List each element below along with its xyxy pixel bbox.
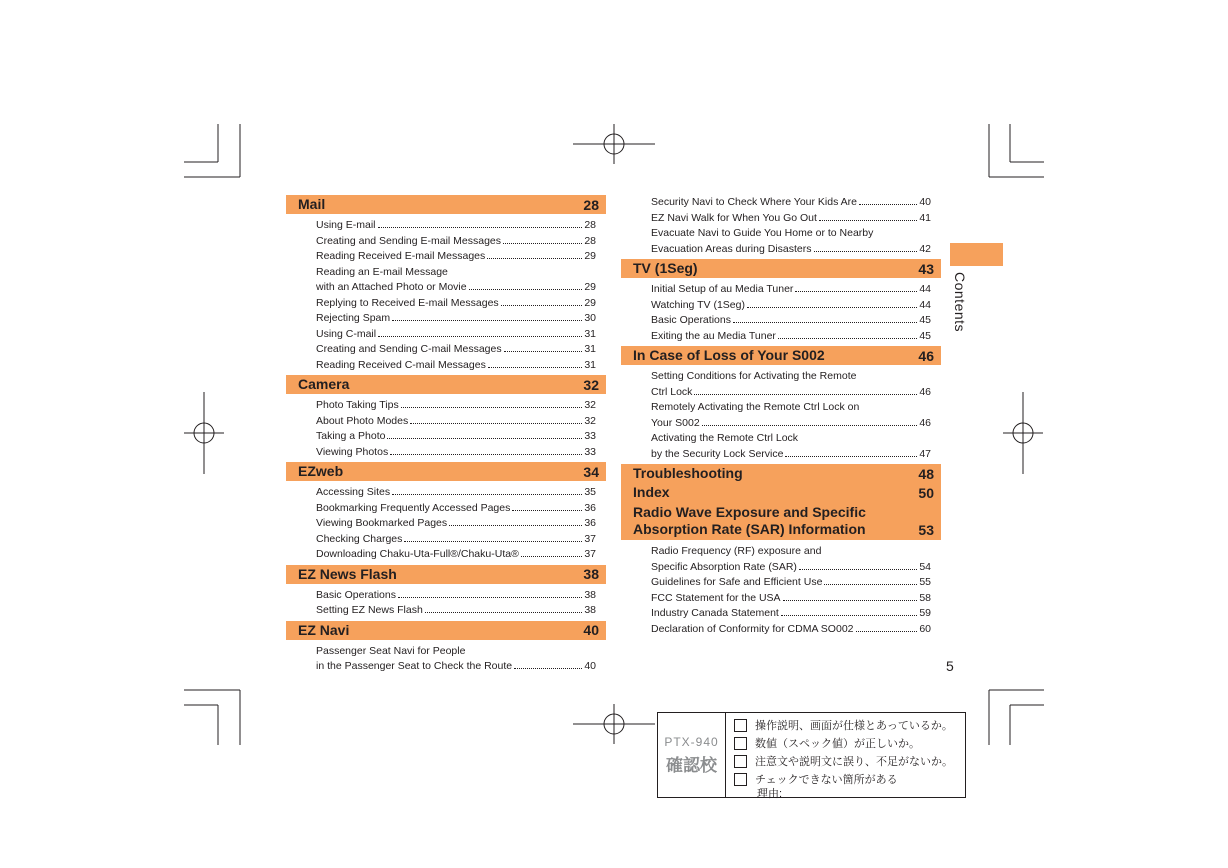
toc-entry[interactable] [316, 358, 596, 374]
toc-section [621, 483, 941, 502]
toc-entry[interactable] [316, 588, 596, 604]
toc-entry[interactable] [316, 311, 596, 327]
toc-entry-page: 36 [584, 501, 596, 514]
contents-tab [950, 243, 1003, 266]
toc-entry[interactable] [316, 532, 596, 548]
toc-entry[interactable] [651, 400, 931, 416]
toc-section [621, 259, 941, 346]
toc-entry-text: Accessing Sites [316, 486, 391, 498]
section-page: 48 [918, 465, 934, 482]
toc-entry-page: 32 [584, 399, 596, 411]
dot-leader [449, 517, 582, 526]
toc-entry-text: FCC Statement for the USA [651, 591, 781, 604]
toc-entry-text: Replying to Received E-mail Messages [316, 296, 499, 309]
toc-entry-text: with an Attached Photo or Movie [316, 281, 467, 293]
toc-entry-text: Using C-mail [316, 327, 377, 340]
toc-entry-page: 42 [919, 242, 931, 255]
toc-entry-text: Activating the Remote Ctrl Lock [651, 432, 799, 444]
section-title-line: Troubleshooting [633, 465, 743, 481]
toc-entry-text: Your S002 [651, 416, 700, 429]
proof-check-panel [657, 712, 966, 798]
toc-entry[interactable] [316, 249, 596, 265]
toc-entry[interactable] [316, 445, 596, 461]
section-title-line: EZ News Flash [298, 565, 397, 582]
proof-model-block [658, 713, 726, 797]
dot-leader [856, 623, 918, 632]
toc-entry[interactable] [316, 429, 596, 445]
model-code: PTX-940 [664, 734, 719, 749]
section-title-line: TV (1Seg) [633, 260, 698, 276]
toc-entry[interactable] [651, 560, 931, 576]
toc-entry-text: Basic Operations [316, 588, 396, 601]
toc-entry-text: Industry Canada Statement [651, 607, 779, 619]
dot-leader [778, 330, 917, 339]
toc-entry-page: 47 [919, 447, 931, 460]
toc-entry[interactable] [651, 431, 931, 447]
toc-entry-text: Using E-mail [316, 219, 376, 231]
check-item[interactable]: 操作説明、画面が仕様とあっているか。 [734, 716, 959, 734]
toc-entry-page: 46 [919, 385, 931, 398]
toc-entry-page: 45 [919, 314, 931, 326]
toc-entry[interactable] [651, 195, 931, 211]
toc-entry-page: 28 [584, 219, 596, 231]
toc-entry-text: Basic Operations [651, 314, 731, 326]
section-page: 28 [583, 196, 599, 213]
toc-entry-text: Declaration of Conformity for CDMA SO002 [651, 622, 854, 635]
toc-entry[interactable] [316, 234, 596, 250]
toc-section [286, 462, 606, 565]
toc-entry-page: 45 [919, 329, 931, 342]
section-page: 32 [583, 376, 599, 393]
check-item[interactable]: チェックできない箇所がある [734, 770, 959, 788]
dot-leader [378, 219, 583, 228]
toc-entry-page: 40 [584, 660, 596, 672]
section-title [633, 484, 670, 501]
dot-leader [488, 359, 582, 368]
dot-leader [501, 297, 583, 306]
dot-leader [390, 446, 582, 455]
toc-entry-text: Taking a Photo [316, 430, 386, 442]
toc-entry-text: Radio Frequency (RF) exposure and [651, 545, 822, 557]
toc-section [621, 346, 941, 464]
section-title [298, 566, 397, 583]
dot-leader [702, 417, 918, 426]
section-title-line: Mail [298, 196, 326, 212]
toc-entry-text: About Photo Modes [316, 414, 409, 427]
checkbox-icon[interactable] [734, 719, 747, 732]
proof-stamp: 確認校 [666, 755, 717, 775]
toc-entry-text: Passenger Seat Navi for People [316, 644, 466, 657]
checklist [726, 713, 965, 800]
dot-leader [795, 283, 917, 292]
toc-section [621, 502, 941, 639]
toc-entry[interactable] [316, 603, 596, 619]
section-title-line: Index [633, 484, 670, 500]
toc-entry[interactable] [651, 369, 931, 385]
toc-entry-text: by the Security Lock Service [651, 447, 784, 460]
section-header[interactable] [286, 462, 606, 481]
toc-left-column [286, 195, 606, 677]
toc-entry-text: Setting EZ News Flash [316, 604, 423, 616]
toc-section [286, 195, 606, 375]
toc-entry[interactable] [651, 416, 931, 432]
dot-leader [392, 486, 582, 495]
dot-leader [512, 502, 582, 511]
toc-entry-page: 33 [584, 430, 596, 442]
section-title [298, 622, 349, 639]
toc-entry-text: Guidelines for Safe and Efficient Use [651, 576, 823, 588]
dot-leader [410, 415, 582, 424]
toc-entry-page: 33 [584, 445, 596, 458]
toc-entry-text: Reading Received E-mail Messages [316, 250, 486, 262]
section-title [633, 347, 825, 364]
toc-entry-page: 28 [584, 234, 596, 247]
toc-entry-page: 37 [584, 532, 596, 545]
check-item[interactable]: 数値（スペック値）が正しいか。 [734, 734, 959, 752]
toc-entry-text: Ctrl Lock [651, 385, 693, 398]
section-header[interactable] [621, 259, 941, 278]
toc-entry-text: Initial Setup of au Media Tuner [651, 283, 794, 295]
section-title-line: In Case of Loss of Your S002 [633, 347, 825, 363]
section-title [633, 465, 743, 482]
entry-list [621, 278, 941, 346]
dot-leader [781, 607, 917, 616]
dot-leader [469, 281, 583, 290]
checkbox-icon[interactable] [734, 737, 747, 750]
toc-right-column [621, 195, 941, 639]
dot-leader [392, 312, 582, 321]
section-page: 53 [918, 522, 934, 538]
dot-leader [521, 548, 583, 557]
toc-entry[interactable] [651, 329, 931, 345]
toc-entry-page: 37 [584, 548, 596, 560]
toc-entry-text: Rejecting Spam [316, 312, 391, 324]
toc-entry-page: 41 [919, 211, 931, 224]
toc-section [286, 621, 606, 677]
toc-entry[interactable] [651, 242, 931, 258]
reason-label: 理由: [757, 788, 783, 800]
section-header[interactable] [286, 375, 606, 394]
section-page: 46 [918, 347, 934, 364]
toc-entry[interactable] [316, 501, 596, 517]
dot-leader [425, 604, 583, 613]
toc-entry-page: 29 [584, 250, 596, 262]
toc-entry-text: Photo Taking Tips [316, 399, 399, 411]
toc-entry-page: 30 [584, 312, 596, 324]
toc-entry-page: 58 [919, 591, 931, 604]
dot-leader [799, 561, 917, 570]
toc-entry[interactable] [651, 591, 931, 607]
dot-leader [747, 299, 917, 308]
section-page: 40 [583, 622, 599, 638]
entry-list [286, 394, 606, 462]
page-number: 5 [946, 658, 954, 674]
toc-entry-page: 54 [919, 560, 931, 573]
section-header[interactable] [621, 464, 941, 483]
checkbox-icon[interactable] [734, 755, 747, 768]
section-title-line: Absorption Rate (SAR) Information [633, 521, 866, 537]
section-title-line: Radio Wave Exposure and Specific [633, 504, 866, 520]
toc-entry-page: 31 [584, 343, 596, 355]
section-title [633, 504, 866, 538]
toc-entry[interactable] [316, 218, 596, 234]
dot-leader [378, 328, 582, 337]
toc-entry[interactable] [316, 327, 596, 343]
dot-leader [814, 243, 918, 252]
toc-entry-text: Watching TV (1Seg) [651, 298, 745, 311]
toc-entry-page: 31 [584, 358, 596, 371]
section-title-line: EZ Navi [298, 621, 350, 638]
dot-leader [387, 430, 582, 439]
dot-leader [694, 386, 917, 395]
toc-entry-page: 46 [919, 416, 931, 429]
toc-entry-page: 38 [584, 604, 596, 616]
toc-entry-text: Evacuation Areas during Disasters [651, 242, 812, 255]
toc-entry-page: 60 [919, 622, 931, 635]
toc-entry[interactable] [316, 659, 596, 675]
section-header[interactable] [621, 346, 941, 365]
toc-entry-text: Setting Conditions for Activating the Remote [651, 370, 857, 382]
toc-entry[interactable] [651, 575, 931, 591]
toc-section [286, 565, 606, 621]
toc-entry-page: 59 [919, 607, 931, 619]
dot-leader [783, 592, 918, 601]
toc-entry[interactable] [316, 398, 596, 414]
toc-entry[interactable] [316, 280, 596, 296]
toc-entry[interactable] [651, 211, 931, 227]
dot-leader [404, 533, 582, 542]
toc-entry-page: 44 [919, 283, 931, 295]
toc-entry-text: Evacuate Navi to Guide You Home or to Nearby [651, 227, 874, 239]
toc-entry[interactable] [651, 313, 931, 329]
entry-list [286, 481, 606, 565]
section-header[interactable] [286, 621, 606, 640]
section-title-line: Camera [298, 376, 350, 392]
toc-entry-text: Exiting the au Media Tuner [651, 329, 776, 342]
toc-entry[interactable] [316, 547, 596, 563]
toc-entry-text: Reading Received C-mail Messages [316, 358, 486, 371]
section-header[interactable] [621, 483, 941, 502]
toc-entry[interactable] [316, 265, 596, 281]
entry-list [621, 540, 941, 639]
toc-entry-page: 36 [584, 517, 596, 529]
toc-entry-text: Remotely Activating the Remote Ctrl Lock on [651, 401, 860, 413]
toc-entry-page: 44 [919, 298, 931, 311]
toc-entry-text: Specific Absorption Rate (SAR) [651, 560, 797, 573]
dot-leader [733, 314, 917, 323]
toc-entry-page: 35 [584, 486, 596, 498]
dot-leader [859, 196, 917, 205]
section-title [633, 260, 698, 277]
toc-entry[interactable] [316, 644, 596, 660]
section-header[interactable] [286, 565, 606, 584]
toc-entry[interactable] [651, 447, 931, 463]
toc-entry-page: 40 [919, 196, 931, 208]
toc-entry[interactable] [316, 342, 596, 358]
entry-list [621, 365, 941, 464]
section-header[interactable] [621, 502, 941, 540]
section-page: 34 [583, 463, 599, 480]
dot-leader [503, 235, 582, 244]
toc-entry-text: EZ Navi Walk for When You Go Out [651, 211, 817, 224]
section-title [298, 376, 349, 393]
section-title [298, 463, 343, 480]
toc-entry-page: 32 [584, 414, 596, 427]
toc-entry-text: Viewing Bookmarked Pages [316, 517, 448, 529]
entry-list [286, 584, 606, 621]
dot-leader [401, 399, 583, 408]
toc-entry[interactable] [651, 226, 931, 242]
section-header[interactable] [286, 195, 606, 214]
dot-leader [398, 589, 582, 598]
continued-entry-list [621, 195, 941, 259]
toc-entry-text: Creating and Sending C-mail Messages [316, 343, 502, 355]
toc-entry-text: Checking Charges [316, 532, 403, 545]
toc-entry-page: 29 [584, 296, 596, 309]
toc-entry-page: 55 [919, 576, 931, 588]
section-page: 38 [583, 566, 599, 582]
entry-list [286, 640, 606, 677]
toc-entry[interactable] [316, 296, 596, 312]
toc-entry[interactable] [651, 282, 931, 298]
toc-entry[interactable] [316, 485, 596, 501]
toc-entry-text: Creating and Sending E-mail Messages [316, 234, 502, 247]
toc-entry[interactable] [651, 544, 931, 560]
dot-leader [514, 660, 582, 669]
toc-entry-text: Reading an E-mail Message [316, 265, 448, 278]
toc-entry[interactable] [651, 606, 931, 622]
toc-entry-page: 29 [584, 281, 596, 293]
dot-leader [504, 343, 583, 352]
entry-list [286, 214, 606, 375]
toc-section [286, 375, 606, 462]
dot-leader [785, 448, 917, 457]
toc-section [621, 464, 941, 483]
section-title-line: EZweb [298, 463, 344, 479]
toc-entry-text: Security Navi to Check Where Your Kids Are [651, 196, 858, 208]
toc-entry-page: 38 [584, 588, 596, 601]
dot-leader [819, 212, 917, 221]
dot-leader [487, 250, 582, 259]
section-title [298, 196, 325, 213]
toc-entry-text: Bookmarking Frequently Accessed Pages [316, 501, 511, 514]
check-item[interactable]: 注意文や説明文に誤り、不足がないか。 [734, 752, 959, 770]
toc-entry-text: in the Passenger Seat to Check the Route [316, 660, 513, 672]
toc-entry-text: Downloading Chaku-Uta-Full®/Chaku-Uta® [316, 548, 519, 560]
checkbox-icon[interactable] [734, 773, 747, 786]
section-page: 43 [918, 260, 934, 277]
toc-entry[interactable] [316, 516, 596, 532]
toc-entry-text: Viewing Photos [316, 445, 389, 458]
toc-entry[interactable] [651, 385, 931, 401]
contents-label: Contents [952, 272, 968, 333]
toc-entry[interactable] [316, 414, 596, 430]
toc-entry-page: 31 [584, 327, 596, 340]
section-page: 50 [918, 484, 934, 501]
toc-entry[interactable] [651, 622, 931, 638]
toc-entry[interactable] [651, 298, 931, 314]
dot-leader [824, 576, 917, 585]
